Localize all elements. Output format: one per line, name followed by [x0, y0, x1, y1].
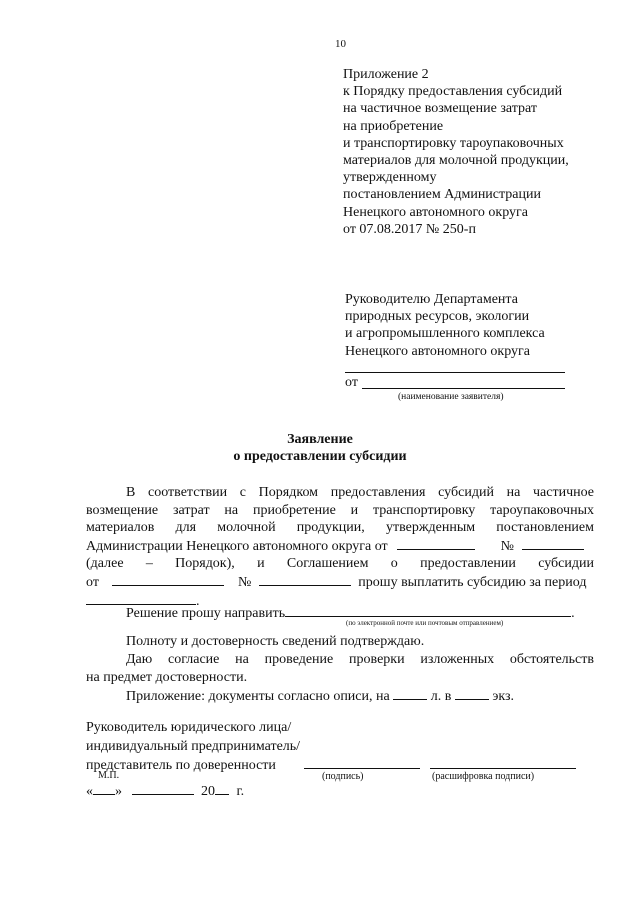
page-number: 10 [335, 38, 346, 50]
appendix-line: на частичное возмещение затрат [343, 101, 537, 117]
decision-label: Решение прошу направить [126, 606, 286, 621]
appendix-header [343, 66, 569, 238]
appendix-line: Ненецкого автономного округа [343, 204, 528, 220]
request-paragraph [86, 484, 594, 610]
agreement-number-field[interactable] [259, 573, 351, 586]
signer-line: представитель по доверенности [86, 758, 276, 773]
date-month-field[interactable] [132, 782, 194, 795]
text-line: (далее – Порядок), и Соглашением о предоставлении субсидии [86, 556, 594, 572]
text-line: Полноту и достоверность сведений подтверждаю. [126, 634, 425, 649]
appendix-line: и транспортировку тароупаковочных [343, 135, 564, 151]
addressee-line: природных ресурсов, экологии [345, 309, 530, 325]
appendix-line: утвержденному [343, 170, 437, 186]
number-sign: № [500, 538, 515, 554]
addressee-blank-line[interactable] [345, 372, 565, 373]
applicant-name-field[interactable] [362, 388, 565, 389]
addressee-line: и агропромышленного комплекса [345, 326, 545, 342]
year-suffix: г. [236, 784, 245, 799]
addressee-line: Руководителю Департамента [345, 292, 518, 307]
date-quote-close: » [115, 784, 122, 799]
year-field[interactable] [215, 782, 229, 795]
appendix-line: Приложение 2 [343, 67, 429, 82]
appendix-line: на приобретение [343, 118, 444, 134]
number-sign: № [237, 574, 252, 590]
appendix-line: постановлением Администрации [343, 187, 541, 203]
confirm-paragraph [86, 633, 594, 651]
text-line [86, 537, 594, 556]
appendix-line: материалов для молочной продукции, [343, 153, 569, 169]
date-line [86, 782, 244, 800]
signature-field[interactable] [304, 768, 420, 769]
text-line: Даю согласие на проведение проверки изложенных обстоятельств [126, 652, 594, 667]
document-title: Заявление [287, 432, 353, 447]
resolution-number-field[interactable] [522, 537, 584, 550]
text-part: прошу выплатить субсидию за период [358, 574, 587, 590]
date-quote-open: « [86, 784, 93, 799]
signature-decode-hint: (расшифровка подписи) [432, 771, 535, 782]
text-part: экз. [492, 689, 514, 704]
text-line: В соответствии с Порядком предоставления субсидий на частичное [126, 485, 594, 500]
from-label: от [345, 375, 358, 390]
resolution-date-field[interactable] [397, 537, 475, 550]
addressee-block [345, 291, 545, 360]
signer-line: индивидуальный предприниматель/ [86, 739, 301, 754]
signature-hint: (подпись) [322, 771, 364, 782]
pages-count-field[interactable] [393, 687, 427, 700]
consent-paragraph [86, 651, 594, 686]
text-part: Приложение: документы согласно описи, на [126, 689, 390, 704]
delivery-method-field[interactable] [285, 604, 571, 617]
stamp-label: М.П. [98, 770, 120, 781]
text-line: возмещение затрат на приобретение и транспортировку тароупаковочных [86, 502, 594, 518]
period-field[interactable] [86, 592, 196, 605]
applicant-hint: (наименование заявителя) [398, 392, 504, 402]
text-part: л. в [430, 689, 452, 704]
date-day-field[interactable] [93, 782, 115, 795]
delivery-method-hint: (по электронной почте или почтовым отправлением) [346, 619, 504, 627]
text-line: на предмет достоверности. [86, 669, 248, 685]
agreement-date-field[interactable] [112, 573, 224, 586]
signer-line: Руководитель юридического лица/ [86, 720, 292, 735]
signature-decode-field[interactable] [430, 768, 576, 769]
attachment-line [86, 687, 594, 706]
signature-block [86, 718, 300, 775]
text-part: от [86, 574, 99, 590]
year-prefix: 20 [201, 784, 215, 799]
text-part: Администрации Ненецкого автономного округа от [86, 538, 388, 554]
addressee-line: Ненецкого автономного округа [345, 343, 530, 359]
appendix-line: от 07.08.2017 № 250-п [343, 221, 476, 237]
period-end: . [196, 593, 200, 609]
appendix-line: к Порядку предоставления субсидий [343, 84, 563, 100]
text-line: материалов для молочной продукции, утвержденным постановлением [86, 520, 594, 536]
document-subtitle: о предоставлении субсидии [233, 449, 407, 464]
decision-end: . [571, 606, 575, 621]
copies-count-field[interactable] [455, 687, 489, 700]
decision-line [86, 604, 594, 623]
text-line [86, 573, 594, 592]
